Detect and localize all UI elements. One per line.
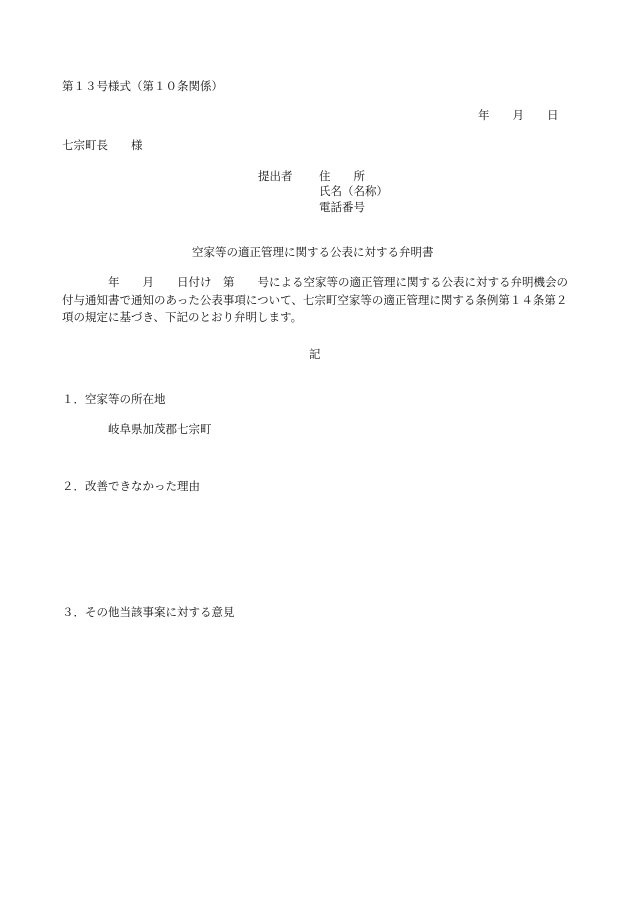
date-line: 年 月 日: [478, 108, 559, 122]
form-number: 第１３号様式（第１０条関係）: [62, 79, 223, 93]
item-1-value: 岐阜県加茂郡七宗町: [108, 422, 212, 436]
item-2-label: ２．改善できなかった理由: [62, 479, 200, 493]
addressee: 七宗町長 様: [62, 138, 143, 152]
submitter-label: 提出者: [258, 169, 293, 183]
address-label: 住 所: [319, 169, 365, 183]
ki-heading: 記: [309, 347, 321, 361]
body-continuation: 会の付与通知書で通知のあった公表事項について、七宗町空家等の適正管理に関する条例第１４条第２項の規定に基づき、下記のとおり弁明します。: [62, 275, 568, 324]
document-title: 空家等の適正管理に関する公表に対する弁明書: [192, 245, 434, 259]
item-3-label: ３．その他当該事案に対する意見: [62, 605, 235, 619]
phone-label: 電話番号: [319, 200, 365, 214]
body-date-prefix: 年 月 日付け 第 号による空家等の適正管理に関する公表に対する弁明機: [62, 275, 545, 289]
item-1-label: １．空家等の所在地: [62, 392, 166, 406]
body-paragraph: [62, 274, 570, 327]
name-label: 氏名（名称）: [319, 184, 388, 198]
